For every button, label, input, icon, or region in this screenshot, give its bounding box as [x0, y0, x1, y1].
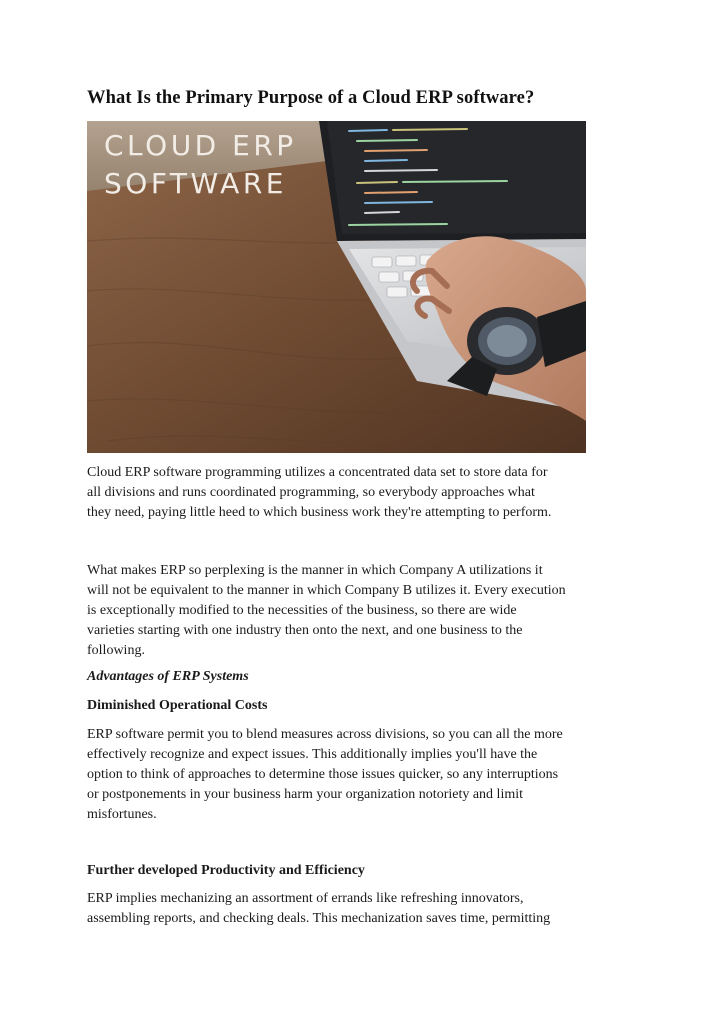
heading-operational-costs: Diminished Operational Costs	[87, 698, 268, 713]
paragraph-line: all divisions and runs coordinated programming, so everybody approaches what	[87, 485, 535, 500]
hero-caption	[104, 127, 297, 203]
paragraph-line: following.	[87, 643, 145, 658]
hero-image	[87, 121, 586, 453]
paragraph-line: will not be equivalent to the manner in which Company B utilizes it. Every execution	[87, 583, 566, 598]
heading-productivity: Further developed Productivity and Efficiency	[87, 863, 365, 878]
paragraph-line: is exceptionally modified to the necessities of the business, so there are wide	[87, 603, 517, 618]
paragraph-line: What makes ERP so perplexing is the manner in which Company A utilizations it	[87, 563, 543, 578]
heading-advantages: Advantages of ERP Systems	[87, 669, 249, 684]
paragraph-line: ERP implies mechanizing an assortment of errands like refreshing innovators,	[87, 891, 524, 906]
paragraph-operational-costs	[87, 725, 635, 825]
paragraph-line: varieties starting with one industry then onto the next, and one business to the	[87, 623, 523, 638]
hero-caption-line1: CLOUD ERP	[104, 129, 297, 162]
paragraph-line: Cloud ERP software programming utilizes a concentrated data set to store data for	[87, 465, 548, 480]
hero-caption-line2: SOFTWARE	[104, 167, 287, 200]
paragraph-line: they need, paying little heed to which business work they're attempting to perform.	[87, 505, 552, 520]
paragraph-intro	[87, 463, 635, 523]
paragraph-productivity	[87, 889, 635, 929]
paragraph-line: option to think of approaches to determine those issues quicker, so any interruptions	[87, 767, 559, 782]
paragraph-line: misfortunes.	[87, 807, 157, 822]
paragraph-line: ERP software permit you to blend measures across divisions, so you can all the more	[87, 727, 563, 742]
paragraph-line: or postponements in your business harm your organization notoriety and limit	[87, 787, 524, 802]
paragraph-line: assembling reports, and checking deals. This mechanization saves time, permitting	[87, 911, 551, 926]
page-title: What Is the Primary Purpose of a Cloud ERP software?	[87, 88, 535, 108]
paragraph-erp-complexity	[87, 561, 635, 661]
paragraph-line: effectively recognize and expect issues. This additionally implies you'll have the	[87, 747, 538, 762]
